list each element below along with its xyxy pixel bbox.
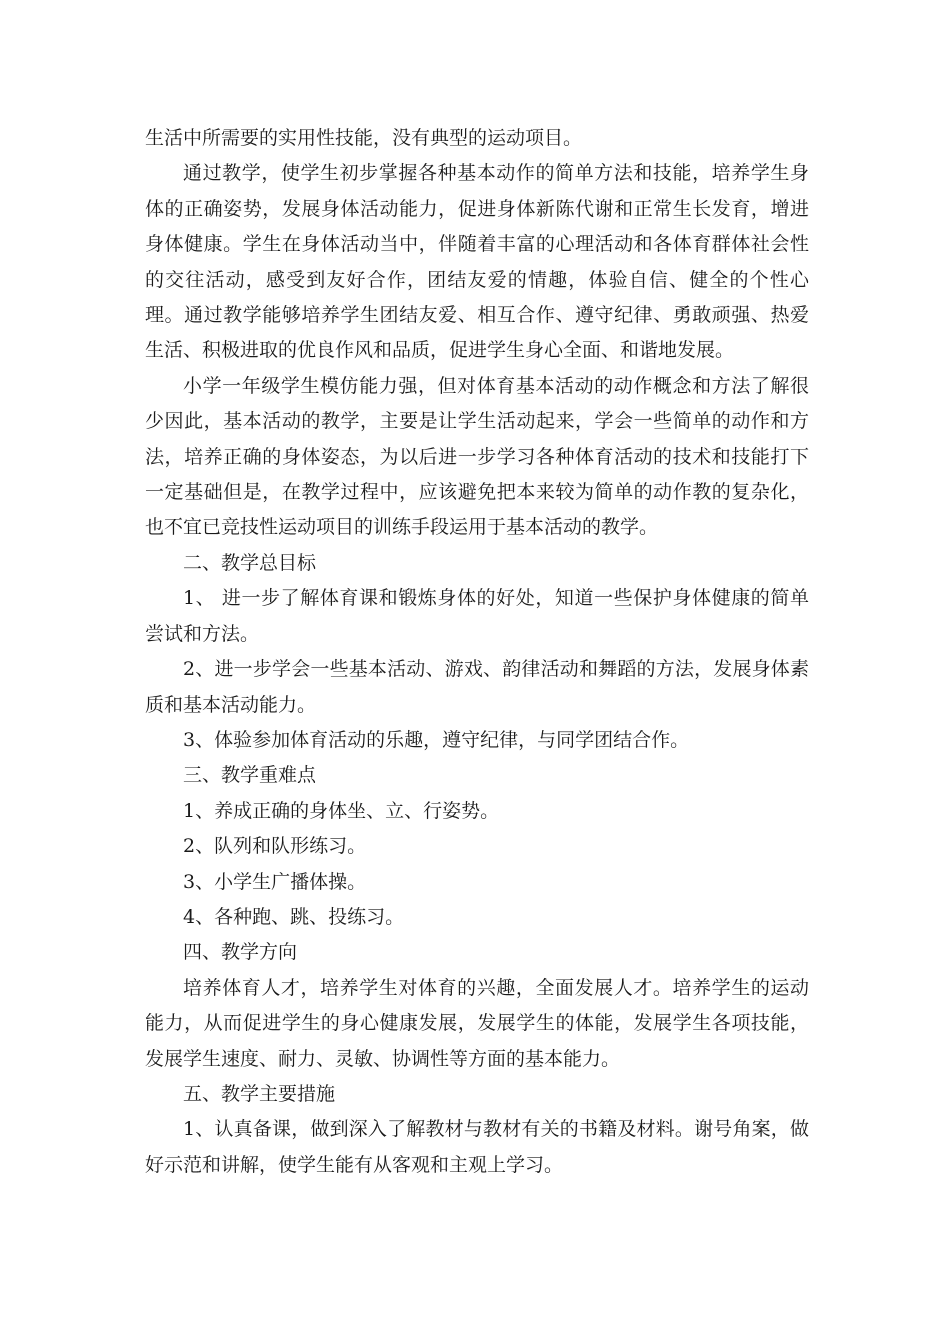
goal-item-3: 3、体验参加体育活动的乐趣，遵守纪律，与同学团结合作。: [183, 728, 690, 751]
key-point-item-1: 1、养成正确的身体坐、立、行姿势。: [183, 799, 500, 822]
goal-item-2: 2、进一步学会一些基本活动、游戏、韵律活动和舞蹈的方法，发展身体素质和基本活动能力。: [145, 658, 809, 716]
paragraph-intro-continuation: 生活中所需要的实用性技能，没有典型的运动项目。: [145, 127, 583, 149]
measure-item-1: 1、认真备课，做到深入了解教材与教材有关的书籍及材料。谢号角案，做好示范和讲解，使学生能有从客观和主观上学习。: [145, 1118, 809, 1176]
document-body: [145, 121, 809, 1183]
goal-item-1: 1、 进一步了解体育课和锻炼身体的好处，知道一些保护身体健康的简单尝试和方法。: [145, 587, 809, 645]
section-heading-overall-goals: 二、教学总目标: [183, 551, 317, 574]
paragraph-teaching-effects: 通过教学，使学生初步掌握各种基本动作的简单方法和技能，培养学生身体的正确姿势，发展身体活动能力，促进身体新陈代谢和正常生长发育，增进身体健康。学生在身体活动当中，伴随着丰富的心理活动和各体育群体社会性的交往活动，感受到友好合作，团结友爱的情趣，体验自信、健全的个性心理。通过教学能够培养学生团结友爱、相互合作、遵守纪律、勇敢顽强、热爱生活、积极进取的优良作风和品质，促进学生身心全面、和谐地发展。: [145, 162, 809, 362]
section-heading-main-measures: 五、教学主要措施: [183, 1082, 336, 1105]
section-heading-key-points: 三、教学重难点: [183, 764, 317, 787]
section-heading-teaching-direction: 四、教学方向: [183, 941, 298, 964]
paragraph-first-grade-students: 小学一年级学生模仿能力强，但对体育基本活动的动作概念和方法了解很少因此，基本活动的教学，主要是让学生活动起来，学会一些简单的动作和方法，培养正确的身体姿态，为以后进一步学习各种体育活动的技术和技能打下一定基础但是，在教学过程中，应该避免把本来较为简单的动作教的复杂化，也不宜已竞技性运动项目的训练手段运用于基本活动的教学。: [145, 374, 809, 539]
key-point-item-4: 4、各种跑、跳、投练习。: [183, 905, 405, 928]
key-point-item-2: 2、队列和队形练习。: [183, 835, 367, 858]
paragraph-teaching-direction: 培养体育人才，培养学生对体育的兴趣，全面发展人才。培养学生的运动能力，从而促进学生的身心健康发展，发展学生的体能，发展学生各项技能，发展学生速度、耐力、灵敏、协调性等方面的基本能力。: [145, 976, 809, 1070]
key-point-item-3: 3、小学生广播体操。: [183, 870, 367, 893]
